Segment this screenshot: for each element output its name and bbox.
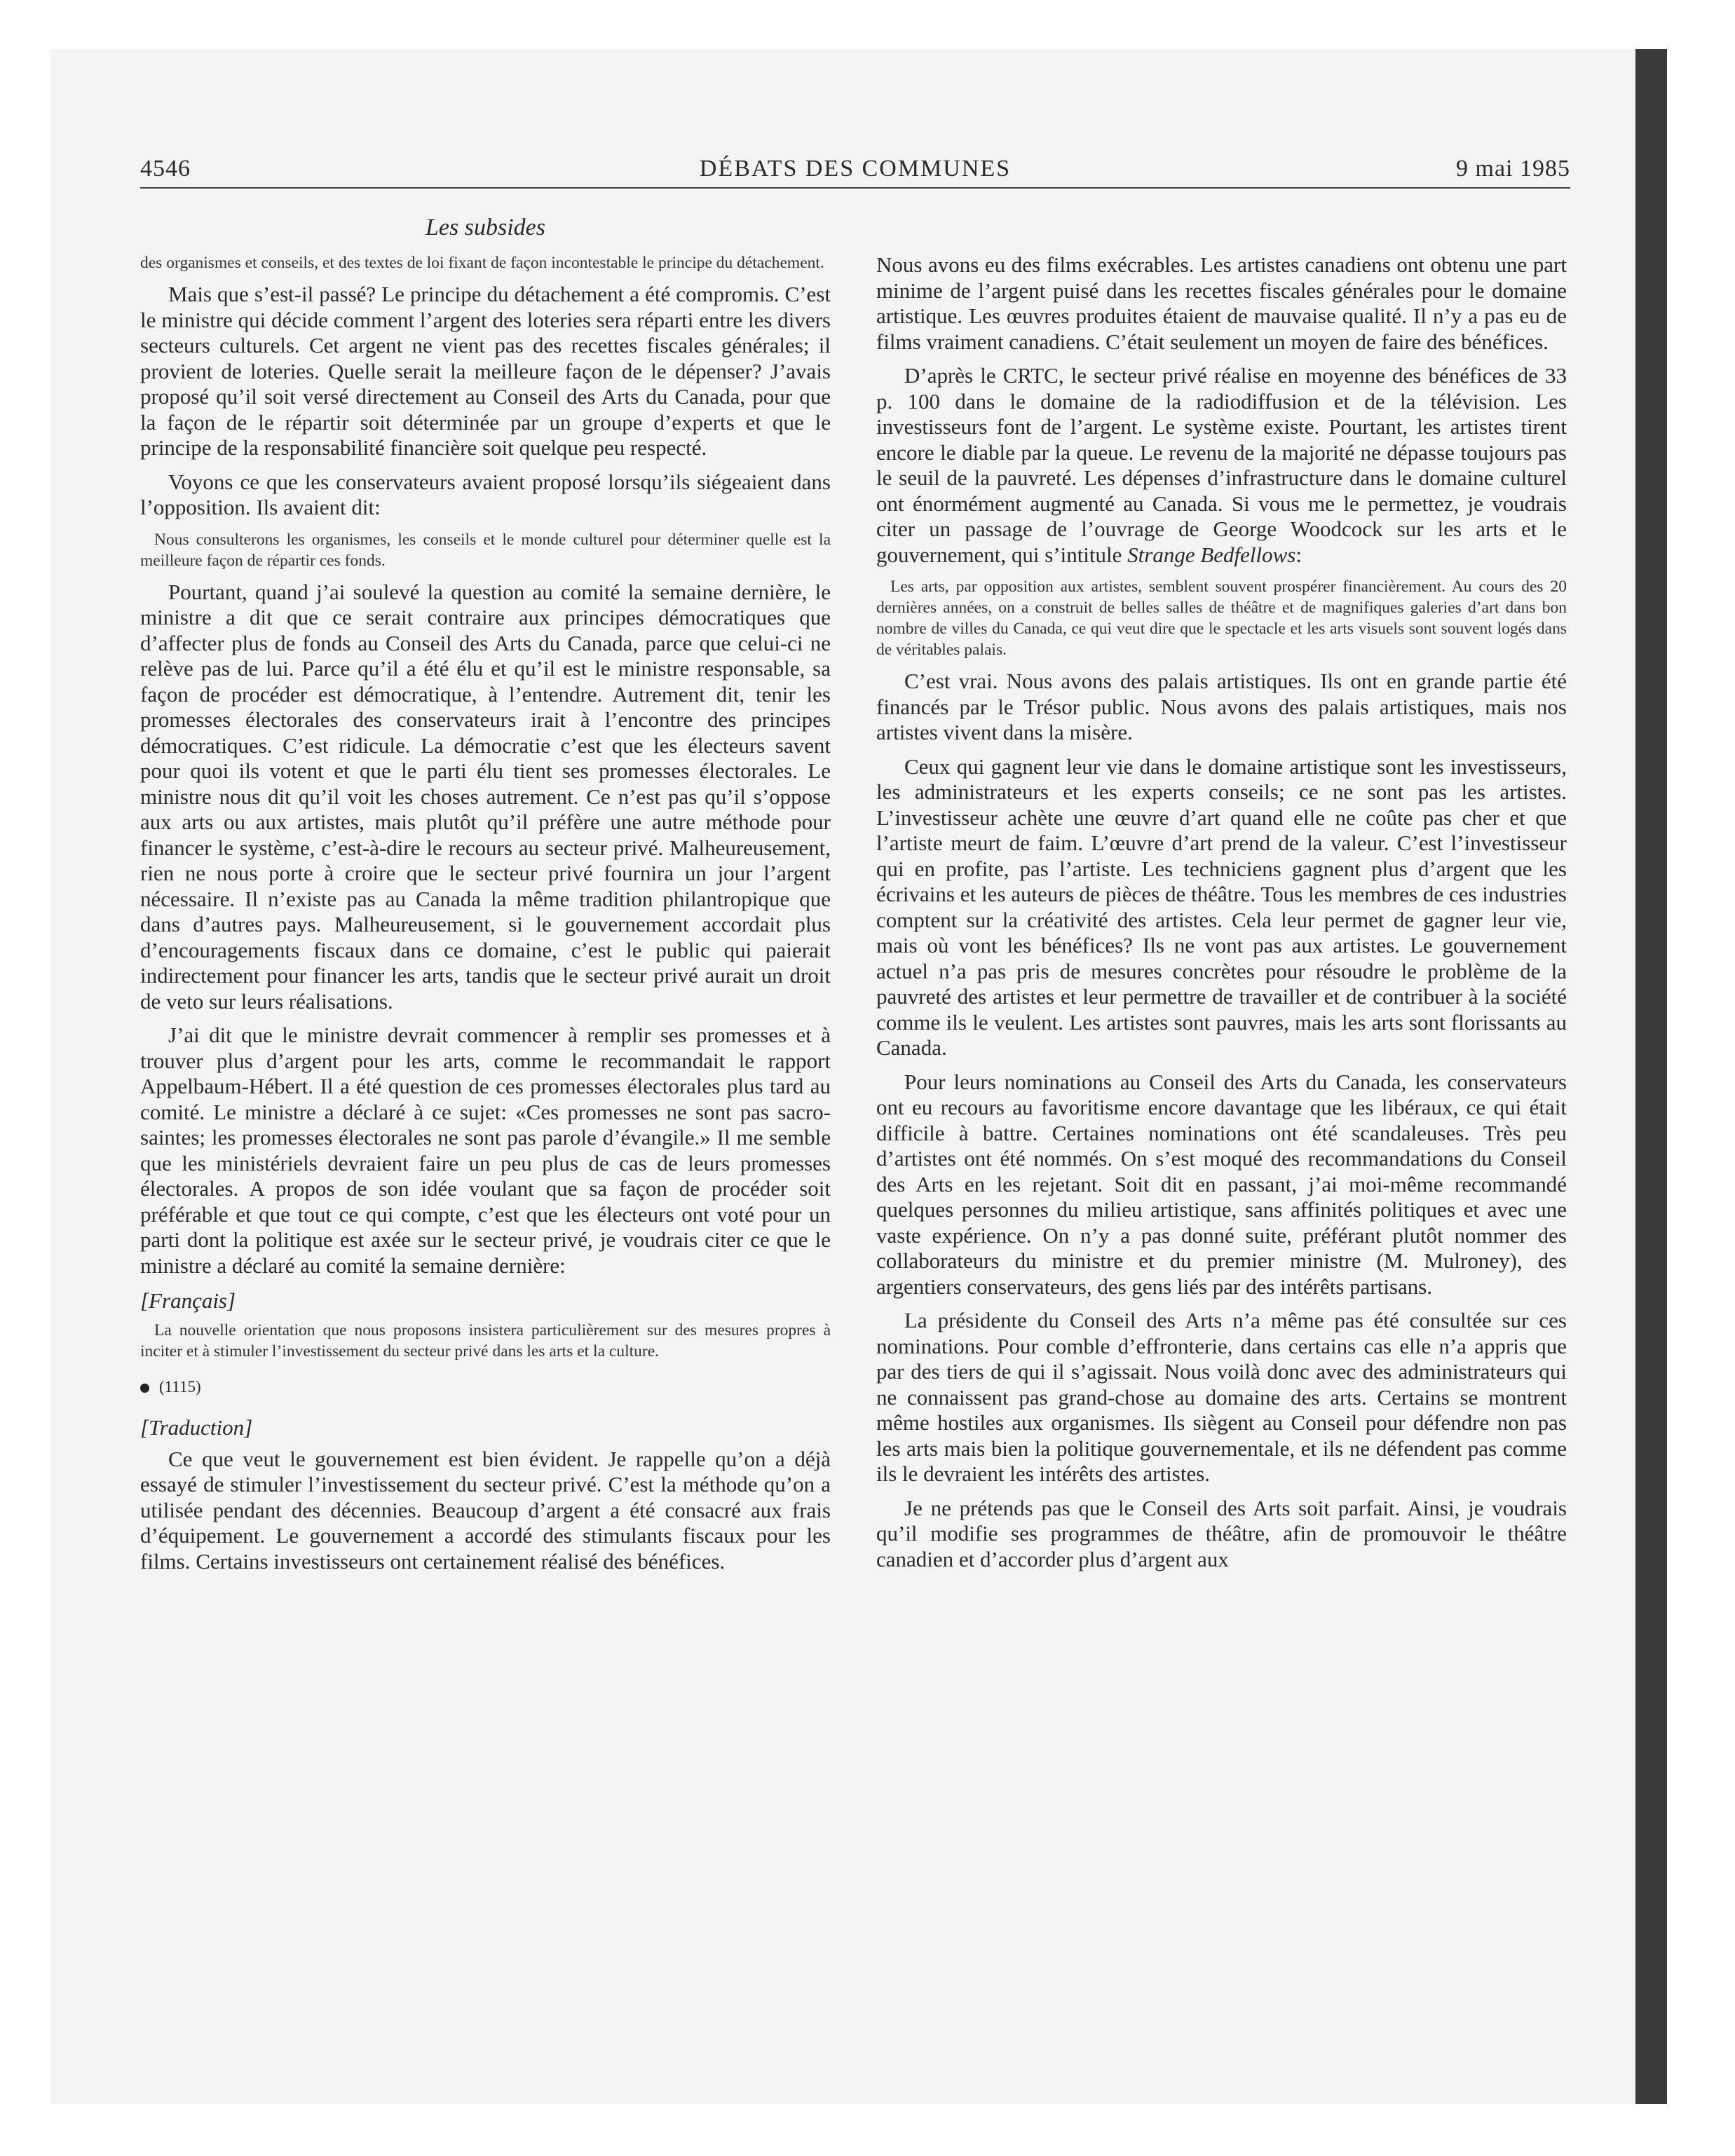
punctuation: :: [1295, 542, 1302, 567]
paragraph: Pourtant, quand j’ai soulevé la question au comité la semaine dernière, le ministre a dit que ce serait contraire aux principes démocratiques que d’affecter plus de fonds au Conseil des Arts du Canada, parce que celui-ci ne relève pas de lui. Parce qu’il a été élu et qu’il est le ministre responsable, sa façon de procéder est démocratique, à l’entendre. Autrement dit, tenir les promesses électorales des conservateurs irait à l’encontre des principes démocratiques. C’est ridicule. La démocratie c’est que les électeurs savent pour quoi ils votent et que le parti élu tient ses promesses électorales. Le ministre nous dit qu’il voit les choses autrement. Ce n’est pas qu’il s’oppose aux arts ou aux artistes, mais plutôt qu’il préfère une autre méthode pour financer le système, c’est-à-dire le recours au secteur privé. Malheureusement, rien ne nous porte à croire que le secteur privé fournira un jour l’argent nécessaire. Il n’existe pas au Canada la même tradition philantropique que dans d’autres pays. Malheureusement, si le gouvernement accordait plus d’encouragements fiscaux dans ce domaine, c’est le public qui paierait indirectement pour financer les arts, tandis que le secteur privé aurait un droit de veto sur leurs réalisations.: [140, 579, 831, 1014]
paragraph: C’est vrai. Nous avons des palais artistiques. Ils ont en grande partie été financés par le Trésor public. Nous avons des palais artistiques, mais nos artistes vivent dans la misère.: [876, 669, 1567, 744]
language-marker: [Français]: [140, 1288, 236, 1313]
language-marker: [Traduction]: [140, 1415, 253, 1440]
left-column: [140, 252, 831, 1583]
paragraph: J’ai dit que le ministre devrait commencer à remplir ses promesses et à trouver plus d’argent pour les arts, comme le recommandait le rapport Appelbaum-Hébert. Il a été question de ces promesses électorales plus tard au comité. Le ministre a déclaré à ce sujet: «Ces promesses ne sont pas sacro-saintes; les promesses électorales ne sont pas parole d’évangile.» Il me semble que les ministériels devraient faire un peu plus de cas de leurs promesses électorales. A propos de son idée voulant que sa façon de procéder soit préférable et que tout ce qui compte, c’est que les électeurs ont voté pour un parti dont la politique est axée sur le secteur privé, je voudrais citer ce que le ministre a déclaré au comité la semaine dernière:: [140, 1023, 831, 1278]
block-quote: Nous consulterons les organismes, les conseils et le monde culturel pour déterminer quelle est la meilleure façon de répartir ces fonds.: [140, 530, 831, 570]
block-quote: La nouvelle orientation que nous proposons insistera particulièrement sur des mesures propres à inciter et à stimuler l’investissement du secteur privé dans les arts et la culture.: [140, 1321, 831, 1360]
paragraph-text: D’après le CRTC, le secteur privé réalise en moyenne des bénéfices de 33 p. 100 dans le domaine de la radiodiffusion et de la télévision. Les investisseurs font de l’argent. Le système existe. Pourtant, les artistes tirent encore le diable par la queue. Le revenu de la majorité ne dépasse toujours pas le seuil de la pauvreté. Les dépenses d’infrastructure dans le domaine culturel ont énormément augmenté au Canada. Si vous me le permettez, je voudrais citer un passage de l’ouvrage de George Woodcock sur les arts et le gouvernement, qui s’intitule: [876, 363, 1567, 567]
publication-date: 9 mai 1985: [1456, 156, 1570, 182]
paragraph: La présidente du Conseil des Arts n’a même pas été consultée sur ces nominations. Pour comble d’effronterie, dans certains cas elle n’a appris que par des tiers de qui il s’agissait. Nous voilà donc avec des administrateurs qui ne connaissent pas grand-chose au domaine des arts. Certains se montrent même hostiles aux organismes. Ils siègent au Conseil pour défendre non pas les arts mais bien la politique gouvernementale, et ils ne défendent pas comme ils le devraient les intérêts des artistes.: [876, 1308, 1567, 1486]
paragraph: Pour leurs nominations au Conseil des Arts du Canada, les conservateurs ont eu recours au favoritisme encore davantage que les libéraux, ce qui était difficile à battre. Certaines nominations ont été scandaleuses. Très peu d’artistes ont été nommés. On s’est moqué des recommandations du Conseil des Arts en les rejetant. Soit dit en passant, j’ai moi-même recommandé quelques personnes du milieu artistique, sans affinités politiques et avec une vaste expérience. On n’y a pas donné suite, préférant plutôt nommer des collaborateurs du ministre et du premier ministre (M. Mulroney), des argentiers conservateurs, des gens liés par des intérêts partisans.: [876, 1069, 1567, 1299]
section-title: Les subsides: [426, 214, 545, 240]
right-column: [876, 252, 1567, 1581]
paragraph: Mais que s’est-il passé? Le principe du détachement a été compromis. C’est le ministre qui décide comment l’argent des loteries sera réparti entre les divers secteurs culturels. Cet argent ne vient pas des recettes fiscales générales; il provient de loteries. Quelle serait la meilleure façon de le dépenser? J’avais proposé qu’il soit versé directement au Conseil des Arts du Canada, pour que la façon de le répartir soit déterminée par un groupe d’experts et que le principe de la responsabilité financière soit quelque peu respecté.: [140, 282, 831, 460]
bullet-icon: [140, 1384, 149, 1393]
block-quote: Les arts, par opposition aux artistes, semblent souvent prospérer financièrement. Au cours des 20 dernières années, on a construit de belles salles de théâtre et de magnifiques galeries d’art dans bon nombre de villes du Canada, ce qui veut dire que le spectacle et les arts visuels sont souvent logés dans de véritables palais.: [876, 578, 1567, 659]
book-title: Strange Bedfellows: [1127, 542, 1296, 567]
time-marker-label: (1115): [159, 1377, 201, 1396]
paragraph: Voyons ce que les conservateurs avaient proposé lorsqu’ils siégeaient dans l’opposition. Ils avaient dit:: [140, 469, 831, 519]
publication-title: DÉBATS DES COMMUNES: [699, 156, 1012, 182]
paragraph: [876, 363, 1567, 568]
paragraph: Ceux qui gagnent leur vie dans le domaine artistique sont les investisseurs, les administrateurs et les experts conseils; ce ne sont pas les artistes. L’investisseur achète une œuvre d’art quand elle ne coûte pas cher et que l’artiste meurt de faim. L’œuvre d’art prend de la valeur. C’est l’investisseur qui en profite, pas l’artiste. Les techniciens gagnent plus d’argent que les écrivains et les auteurs de pièces de théâtre. Tous les membres de ces industries comptent sur la créativité des artistes. Cela leur permet de gagner leur vie, mais où vont les bénéfices? Ils ne vont pas aux artistes. Le gouvernement actuel n’a pas pris de mesures concrètes pour résoudre le problème de la pauvreté des artistes et leur permettre de travailler et de contribuer à la société comme ils le veulent. Les artistes sont pauvres, mais les arts sont florissants au Canada.: [876, 753, 1567, 1060]
time-marker: [140, 1374, 831, 1400]
paragraph-continued: Nous avons eu des films exécrables. Les artistes canadiens ont obtenu une part minime de l’argent puisé dans les recettes fiscales générales pour le domaine artistique. Les œuvres produites étaient de mauvaise qualité. Il n’y a pas eu de films vraiment canadiens. C’était seulement un moyen de faire des bénéfices.: [876, 252, 1567, 354]
paragraph: Je ne prétends pas que le Conseil des Arts soit parfait. Ainsi, je voudrais qu’il modifie ses programmes de théâtre, afin de promouvoir le théâtre canadien et d’accorder plus d’argent aux: [876, 1495, 1567, 1571]
page-number: 4546: [140, 156, 191, 182]
quote-continued: des organismes et conseils, et des textes de loi fixant de façon incontestable le principe du détachement.: [140, 254, 824, 272]
paragraph: Ce que veut le gouvernement est bien évident. Je rappelle qu’on a déjà essayé de stimuler l’investissement du secteur privé. C’est la méthode qu’on a utilisée pendant des décennies. Beaucoup d’argent a été consacré aux frais d’équipement. Le gouvernement a accordé des stimulants fiscaux pour les films. Certains investisseurs ont certainement réalisé des bénéfices.: [140, 1446, 831, 1574]
scan-edge-shadow: [1635, 49, 1667, 2104]
header-rule: [140, 187, 1570, 189]
